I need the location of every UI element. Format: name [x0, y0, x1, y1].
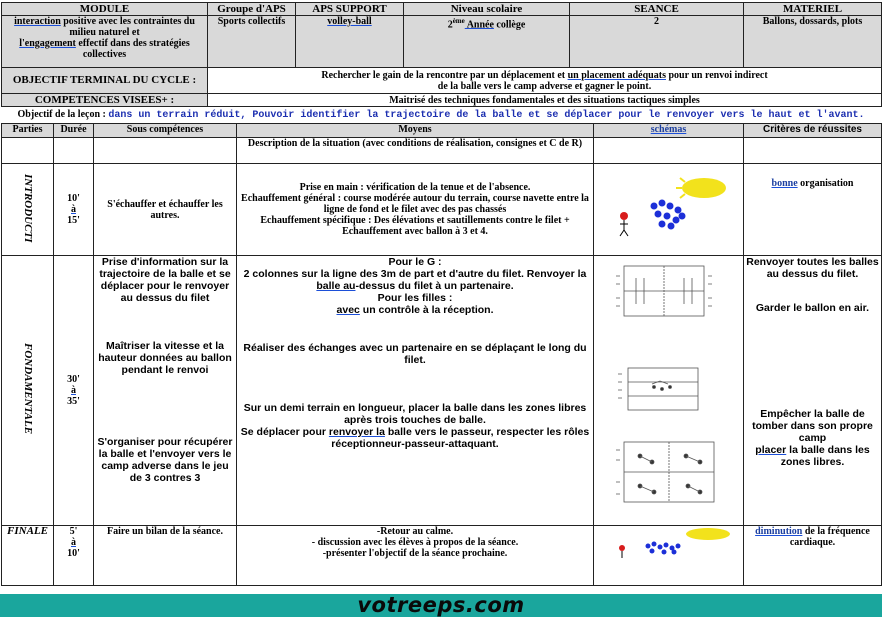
seance-value: 2 [570, 16, 744, 68]
objectives-table [1, 67, 882, 107]
site-watermark: votreeps.com [357, 593, 525, 617]
sun-icon [686, 528, 730, 540]
sous-competence-finale: Faire un bilan de la séance. [94, 526, 237, 586]
objectif-lecon: Objectif de la leçon : dans un terrain réduit, Pouvoir identifier la trajectoire de la balle et se déplacer pour le renvoyer vers le haut et l'avant. [17, 109, 865, 121]
drills-diagram [596, 256, 742, 524]
aps-value: volley-ball [296, 16, 404, 68]
criteres-fondamentale: Renvoyer toutes les balles au dessus du filet. Garder le ballon en air. Empêcher la balle de tomber dans son propre camp placer la balle dans les zones libres. [744, 256, 882, 526]
label-groupe: Groupe d'APS [208, 3, 296, 16]
sous-competences-fondamentale: Prise d'information sur la trajectoire de la balle et se déplacer pour le renvoyer au dessus du filet Maîtriser la vitesse et la hauteur données au ballon pendant le renvoi S'organiser pour récupérer la balle et l'envoyer vers le camp adverse dans le jeu de 3 contres 3 [94, 256, 237, 526]
duree-finale: 5' à 10' [54, 526, 94, 586]
partie-introduction: INTRODUCTI [2, 164, 54, 256]
label-module: MODULE [2, 3, 208, 16]
players-group-icon [646, 542, 681, 555]
label-materiel: MATERIEL [744, 3, 882, 16]
objectif-terminal-label: OBJECTIF TERMINAL DU CYCLE : [2, 68, 208, 94]
lesson-table [1, 123, 882, 586]
moyens-finale: -Retour au calme. - discussion avec les élèves à propos de la séance. -présenter l'objectif de la séance prochaine. [237, 526, 594, 586]
critere-finale: diminution de la fréquence cardiaque. [744, 526, 882, 586]
description-header: Description de la situation (avec conditions de réalisation, consignes et C de R) [237, 138, 594, 164]
header-table [1, 2, 882, 68]
col-criteres: Critères de réussites [744, 124, 882, 138]
label-seance: SEANCE [570, 3, 744, 16]
objectif-terminal-value: Rechercher le gain de la rencontre par un déplacement et un placement adéquats pour un renvoi indirect de la balle vers le camp adverse et gagner le point. [208, 68, 882, 94]
col-schemas: schémas [594, 124, 744, 138]
duree-fondamentale: 30' à 35' [54, 256, 94, 526]
col-parties: Parties [2, 124, 54, 138]
materiel-value: Ballons, dossards, plots [744, 16, 882, 68]
col-moyens: Moyens [237, 124, 594, 138]
player-red-icon [619, 545, 625, 558]
warmup-diagram [596, 170, 742, 250]
competences-label: COMPETENCES VISEES+ : [2, 94, 208, 107]
competences-value: Maitrisé des techniques fondamentales et des situations tactiques simples [208, 94, 882, 107]
module-value: interaction positive avec les contraintes du milieu naturel et l'engagement effectif dans des stratégies collectives [2, 16, 208, 68]
sous-competence-introduction: S'échauffer et échauffer les autres. [94, 164, 237, 256]
cooldown-diagram [596, 526, 742, 562]
schema-finale [594, 526, 744, 586]
player-red-icon [620, 212, 628, 236]
duree-introduction: 10' à 15' [54, 164, 94, 256]
groupe-value: Sports collectifs [208, 16, 296, 68]
players-group-icon [651, 199, 686, 229]
moyens-fondamentale: Pour le G : 2 colonnes sur la ligne des 3m de part et d'autre du filet. Renvoyer la balle au-dessus du filet à un partenaire. Pour les filles : avec un contrôle à la réception. Réaliser des échanges avec un partenaire en se déplaçant le long du filet. Sur un demi terrain en longueur, placer la balle dans les zones libres après trois touches de balle. Se déplacer pour renvoyer la balle vers le passeur, respecter les rôles réceptionneur-passeur-attaquant. [237, 256, 594, 526]
partie-finale: FINALE [2, 526, 54, 586]
schemas-fondamentale [594, 256, 744, 526]
col-duree: Durée [54, 124, 94, 138]
label-niveau: Niveau scolaire [404, 3, 570, 16]
sun-icon [676, 178, 726, 198]
court-diagram-2 [618, 368, 698, 410]
court-diagram-1 [616, 266, 712, 316]
schema-introduction [594, 164, 744, 256]
niveau-value: 2ème Année collège [404, 16, 570, 68]
court-diagram-3 [616, 442, 714, 502]
objectif-lecon-value: dans un terrain réduit, Pouvoir identifier la trajectoire de la balle et se déplacer pour le renvoyer vers le haut et l'avant. [108, 110, 865, 121]
moyens-introduction: Prise en main : vérification de la tenue et de l'absence. Echauffement général : course modérée autour du terrain, course navette entre la ligne de fond et le filet avec des pas chassés Echauffement spécifique : Des élévations et sautillements contre le filet + Echauffement avec ballon à 3 et 4. [237, 164, 594, 256]
site-footer [0, 594, 882, 617]
critere-introduction: bonne organisation [744, 164, 882, 256]
col-sous-competences: Sous compétences [94, 124, 237, 138]
label-aps: APS SUPPORT [296, 3, 404, 16]
partie-fondamentale: FONDAMENTALE [2, 256, 54, 526]
